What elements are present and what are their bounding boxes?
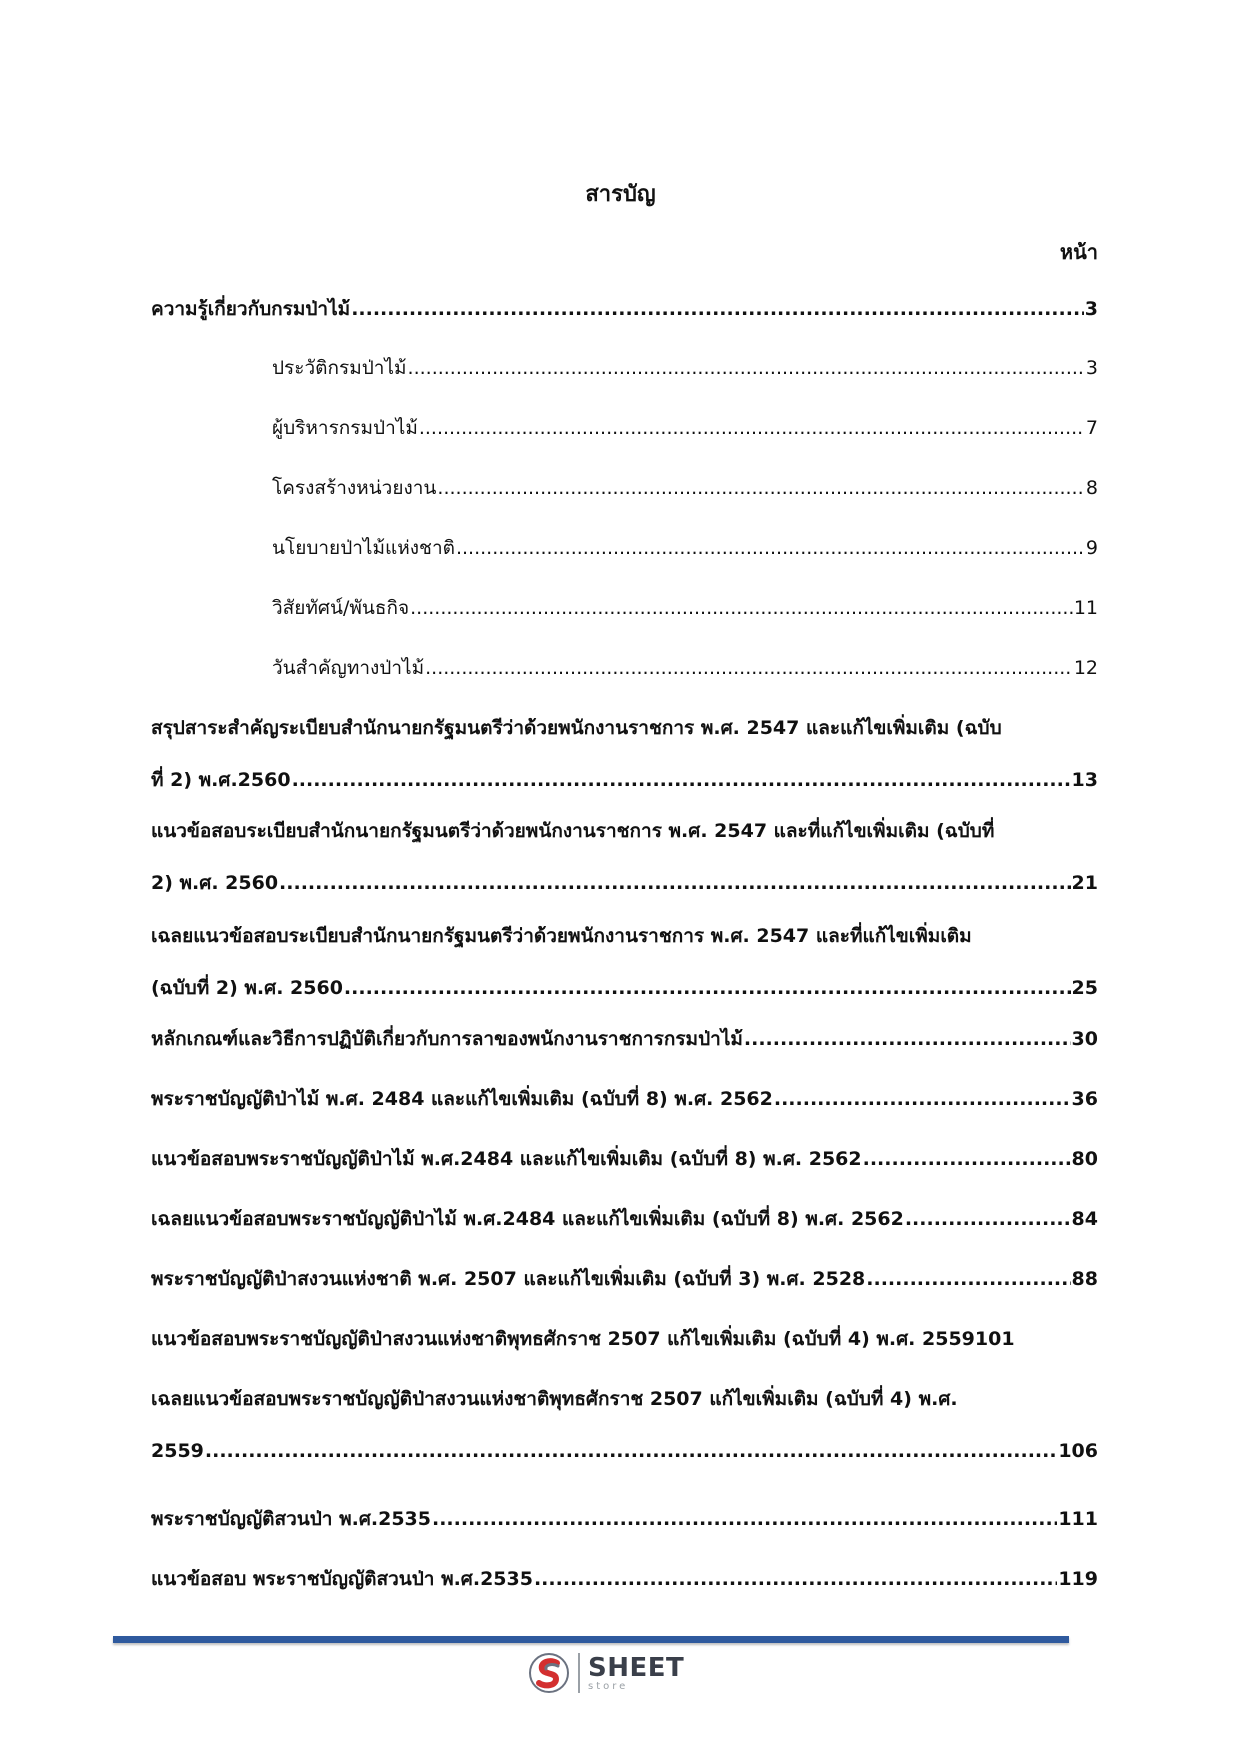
dot-leader bbox=[866, 1253, 1070, 1305]
toc-entry-title: แนวข้อสอบพระราชบัญญัติป่าไม้ พ.ศ.2484 และแก้ไขเพิ่มเติม (ฉบับที่ 8) พ.ศ. 2562 bbox=[151, 1148, 862, 1170]
toc-entry-title-line2: ที่ 2) พ.ศ.2560 bbox=[151, 769, 291, 791]
dot-leader bbox=[432, 1493, 1057, 1545]
toc-page-number: 119 bbox=[1058, 1568, 1098, 1590]
toc-entry-title-line1: สรุปสาระสำคัญระเบียบสำนักนายกรัฐมนตรีว่าด้วยพนักงานราชการ พ.ศ. 2547 และแก้ไขเพิ่มเติม (ฉบับ bbox=[151, 717, 1002, 739]
footer-logo bbox=[528, 1652, 684, 1694]
toc-entry[interactable] bbox=[151, 1553, 1098, 1605]
toc-page-number: 3 bbox=[1085, 357, 1098, 379]
toc-entry-title: วิสัยทัศน์/พันธกิจ bbox=[272, 597, 410, 619]
toc-entry[interactable] bbox=[151, 1493, 1098, 1545]
toc-entry[interactable] bbox=[151, 805, 1098, 909]
logo-wordmark bbox=[588, 1652, 685, 1692]
toc-entry[interactable] bbox=[151, 1013, 1098, 1065]
toc-page-number: 8 bbox=[1085, 477, 1098, 499]
toc-entry-title: ความรู้เกี่ยวกับกรมป่าไม้ bbox=[151, 298, 351, 320]
toc-page-number: 7 bbox=[1085, 417, 1098, 439]
toc-entry-title: แนวข้อสอบ พระราชบัญญัติสวนป่า พ.ศ.2535 bbox=[151, 1568, 533, 1590]
toc-entry[interactable] bbox=[151, 910, 1098, 1014]
toc-entry-title-line2: (ฉบับที่ 2) พ.ศ. 2560 bbox=[151, 977, 343, 999]
toc-page-number: 36 bbox=[1071, 1088, 1098, 1110]
toc-page-number: 25 bbox=[1071, 977, 1098, 999]
toc-entry[interactable] bbox=[151, 1073, 1098, 1125]
toc-entry-title: พระราชบัญญัติสวนป่า พ.ศ.2535 bbox=[151, 1508, 431, 1530]
toc-page-number: 13 bbox=[1071, 769, 1098, 791]
logo-brand-text: SHEET bbox=[588, 1652, 685, 1683]
toc-subentry[interactable] bbox=[272, 642, 1098, 694]
dot-leader bbox=[437, 462, 1085, 514]
dot-leader bbox=[744, 1013, 1071, 1065]
toc-subentry[interactable] bbox=[272, 342, 1098, 394]
toc-page-number: 84 bbox=[1071, 1208, 1098, 1230]
sheet-store-logo-icon bbox=[528, 1652, 570, 1694]
toc-page-number: 9 bbox=[1085, 537, 1098, 559]
toc-entry-title: พระราชบัญญัติป่าสงวนแห่งชาติ พ.ศ. 2507 และแก้ไขเพิ่มเติม (ฉบับที่ 3) พ.ศ. 2528 bbox=[151, 1268, 866, 1290]
page-column-label: หน้า bbox=[1059, 240, 1098, 264]
dot-leader bbox=[774, 1073, 1071, 1125]
dot-leader bbox=[292, 754, 1071, 806]
toc-page-number: 88 bbox=[1071, 1268, 1098, 1290]
toc-entry-title: วันสำคัญทางป่าไม้ bbox=[272, 657, 425, 679]
toc-entry[interactable] bbox=[151, 702, 1098, 806]
dot-leader bbox=[344, 962, 1071, 1014]
toc-entry[interactable] bbox=[151, 1133, 1098, 1185]
toc-page-number: 80 bbox=[1071, 1148, 1098, 1170]
toc-page-number: 21 bbox=[1071, 872, 1098, 894]
dot-leader bbox=[425, 642, 1073, 694]
dot-leader bbox=[408, 342, 1085, 394]
toc-entry-title-line1: เฉลยแนวข้อสอบระเบียบสำนักนายกรัฐมนตรีว่าด้วยพนักงานราชการ พ.ศ. 2547 และที่แก้ไขเพิ่มเติม bbox=[151, 925, 972, 947]
logo-brand-subtext: store bbox=[588, 1680, 629, 1692]
toc-subentry[interactable] bbox=[272, 582, 1098, 634]
toc-entry-title: พระราชบัญญัติป่าไม้ พ.ศ. 2484 และแก้ไขเพิ่มเติม (ฉบับที่ 8) พ.ศ. 2562 bbox=[151, 1088, 773, 1110]
toc-page-number: 106 bbox=[1058, 1440, 1098, 1462]
dot-leader bbox=[279, 857, 1071, 909]
dot-leader bbox=[534, 1553, 1057, 1605]
toc-entry-title: โครงสร้างหน่วยงาน bbox=[272, 477, 437, 499]
toc-entry-title-line2: 2) พ.ศ. 2560 bbox=[151, 872, 279, 894]
toc-entry[interactable] bbox=[151, 1253, 1098, 1305]
toc-entry-title-line1: แนวข้อสอบระเบียบสำนักนายกรัฐมนตรีว่าด้วยพนักงานราชการ พ.ศ. 2547 และที่แก้ไขเพิ่มเติม (ฉบับที่ bbox=[151, 820, 995, 842]
toc-entry-title: แนวข้อสอบพระราชบัญญัติป่าสงวนแห่งชาติพุทธศักราช 2507 แก้ไขเพิ่มเติม (ฉบับที่ 4) พ.ศ. 2559 bbox=[151, 1328, 975, 1350]
toc-page-number: 3 bbox=[1084, 298, 1098, 320]
logo-divider bbox=[578, 1653, 580, 1693]
toc-entry-title-line2: 2559 bbox=[151, 1440, 204, 1462]
dot-leader bbox=[410, 582, 1073, 634]
toc-entry[interactable] bbox=[151, 1373, 1098, 1477]
dot-leader bbox=[419, 402, 1085, 454]
toc-page-number: 101 bbox=[974, 1328, 1015, 1350]
dot-leader bbox=[863, 1133, 1071, 1185]
dot-leader bbox=[351, 283, 1084, 335]
toc-entry-title: เฉลยแนวข้อสอบพระราชบัญญัติป่าไม้ พ.ศ.2484 และแก้ไขเพิ่มเติม (ฉบับที่ 8) พ.ศ. 2562 bbox=[151, 1208, 904, 1230]
dot-leader bbox=[205, 1425, 1057, 1477]
toc-subentry[interactable] bbox=[272, 402, 1098, 454]
toc-entry[interactable] bbox=[151, 1313, 1098, 1365]
toc-subentry[interactable] bbox=[272, 522, 1098, 574]
toc-page-number: 11 bbox=[1073, 597, 1098, 619]
toc-entry-title: นโยบายป่าไม้แห่งชาติ bbox=[272, 537, 455, 559]
toc-entry-title: ผู้บริหารกรมป่าไม้ bbox=[272, 417, 418, 439]
toc-entry-title: หลักเกณฑ์และวิธีการปฏิบัติเกี่ยวกับการลาของพนักงานราชการกรมป่าไม้ bbox=[151, 1028, 743, 1050]
toc-page-number: 111 bbox=[1058, 1508, 1098, 1530]
toc-entry-title-line1: เฉลยแนวข้อสอบพระราชบัญญัติป่าสงวนแห่งชาติพุทธศักราช 2507 แก้ไขเพิ่มเติม (ฉบับที่ 4) พ.ศ. bbox=[151, 1388, 958, 1410]
toc-entry-title: ประวัติกรมป่าไม้ bbox=[272, 357, 407, 379]
toc-entry[interactable] bbox=[151, 1193, 1098, 1245]
dot-leader bbox=[456, 522, 1085, 574]
footer-divider-bar bbox=[113, 1636, 1069, 1643]
page-title: สารบัญ bbox=[585, 182, 656, 207]
toc-page-number: 12 bbox=[1073, 657, 1098, 679]
dot-leader bbox=[905, 1193, 1071, 1245]
toc-entry[interactable] bbox=[151, 283, 1098, 335]
toc-subentry[interactable] bbox=[272, 462, 1098, 514]
toc-page-number: 30 bbox=[1071, 1028, 1098, 1050]
